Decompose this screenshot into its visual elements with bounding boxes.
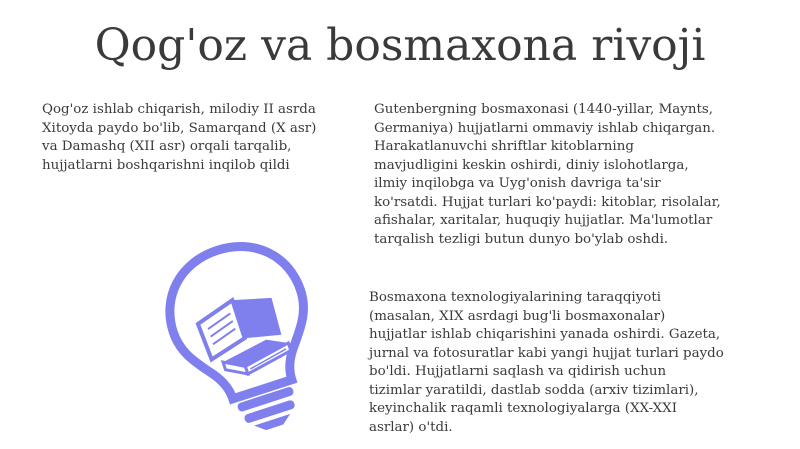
paragraph-paper-history: Qog'oz ishlab chiqarish, milodiy II asrda Xitoyda paydo bo'lib, Samarqand (X asr) va Damashq (XII asr) orqali tarqalib, hujjatlarni boshqarishni inqilob qildi: [42, 102, 317, 173]
paragraph-gutenberg-press: Gutenbergning bosmaxonasi (1440-yillar, Maynts, Germaniya) hujjatlarni ommaviy ishlab chiqargan. Harakatlanuvchi shriftlar kitoblarning mavjudligini keskin oshirdi, diniy islohotlarga, ilmiy inqilobga va Uyg'onish davriga ta'sir ko'rsatdi. Hujjat turlari ko'paydi: kitoblar, risolalar, afishalar, xaritalar, huquqiy hujjatlar. Ma'lumotlar tarqalish tezligi butun dunyo bo'ylab oshdi.: [374, 102, 721, 247]
slide-title: Qog'oz va bosmaxona rivoji: [94, 20, 706, 71]
lightbulb-book-icon: [160, 238, 330, 434]
paragraph-printing-progress: Bosmaxona texnologiyalarining taraqqiyoti (masalan, XIX asrdagi bug'li bosmaxonalar) hujjatlar ishlab chiqarishini yanada oshirdi. Gazeta, jurnal va fotosuratlar kabi yangi hujjat turlari paydo bo'ldi. Hujjatlarni saqlash va qidirish uchun tizimlar yaratildi, dastlab sodda (arxiv tizimlari), keyinchalik raqamli texnologiyalarga (XX-XXI asrlar) o'tdi.: [369, 290, 724, 435]
